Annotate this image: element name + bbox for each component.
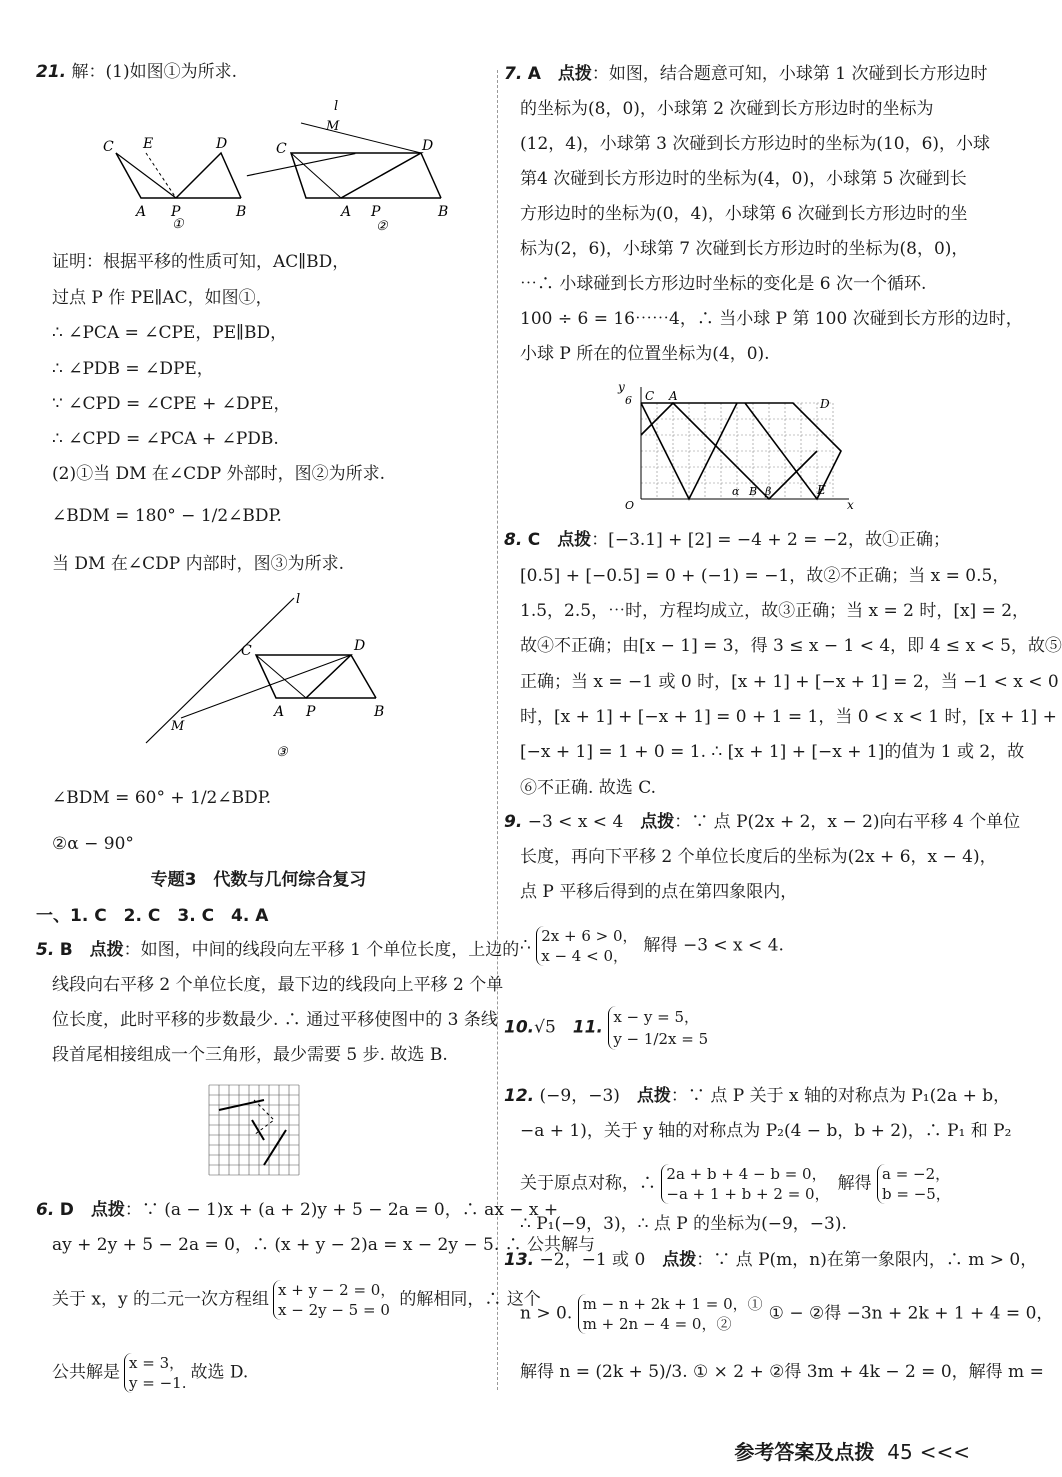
svg-text:A: A [136, 204, 147, 220]
q10-11-line: 10.√5 11. x − y = 5， y − 1/2x = 5 [504, 1008, 709, 1048]
part1-answers: 一、1. C 2. C 3. C 4. A [36, 906, 269, 926]
svg-text:B: B [374, 704, 385, 720]
q8-line: 正确；当 x = −1 或 0 时，[x + 1] + [−x + 1] = 2，当 −1 < x < 0 [520, 672, 1059, 692]
q5-line: 段首尾相接组成一个三角形，最少需要 5 步. 故选 B. [52, 1045, 448, 1065]
svg-text:③: ③ [276, 745, 288, 760]
proof-line: (2)①当 DM 在∠CDP 外部时，图②为所求. [52, 464, 386, 484]
q7-coordinate-figure [617, 380, 857, 513]
proof-line: ∴ ∠CPD = ∠PCA + ∠PDB. [52, 429, 279, 449]
q7-line: (12，4)，小球第 3 次碰到长方形边时的坐标为(10，6)，小球 [520, 134, 991, 154]
svg-text:①: ① [172, 217, 184, 232]
svg-text:y: y [618, 380, 625, 394]
q8-line: [0.5] + [−0.5] = 0 + (−1) = −1，故②不正确；当 x = 0.5， [520, 566, 1010, 586]
chevron-left-icon: <<< [919, 1440, 970, 1464]
q7-line: 100 ÷ 6 = 16⋯⋯4，∴ 当小球 P 第 100 次碰到长方形的边时， [520, 309, 1023, 329]
ans-line: ②α − 90° [52, 834, 134, 854]
q6-line: 公共解是 x = 3， y = −1.故选 D. [52, 1354, 249, 1392]
q6-line: ay + 2y + 5 − 2a = 0，∴ (x + y − 2)a = x − 2y − 5. ∴ 公共解与 [52, 1235, 596, 1255]
q5-line: 线段向右平移 2 个单位长度，最下边的线段向上平移 2 个单 [52, 975, 504, 995]
q5-line0: 5. B 点拨：如图，中间的线段向左平移 1 个单位长度，上边的 [36, 940, 520, 960]
topic-title: 专题3 代数与几何综合复习 [150, 870, 367, 890]
svg-text:M: M [326, 119, 340, 134]
proof-line: ∠BDM = 180° − 1/2∠BDP. [52, 506, 282, 526]
q8-line: 时，[x + 1] + [−x + 1] = 0 + 1 = 1，当 0 < x < 1 时，[x + 1] + [520, 707, 1057, 727]
q7-line0: 7. A 点拨：如图，结合题意可知，小球第 1 次碰到长方形边时 [504, 64, 988, 84]
q13-line0: 13. −2，−1 或 0 点拨：∵ 点 P(m，n)在第一象限内，∴ m > 0， [504, 1250, 1038, 1270]
svg-text:O: O [625, 499, 635, 512]
figure-3 [136, 588, 396, 763]
q8-line: 故④不正确；由[x − 1] = 3，得 3 ≤ x − 1 < 4，即 4 ≤ x < 5，故⑤ [520, 636, 1062, 656]
q5-line: 位长度，此时平移的步数最少. ∴ 通过平移使图中的 3 条线 [52, 1010, 498, 1030]
q9-line: 长度，再向下平移 2 个单位长度后的坐标为(2x + 6，x − 4)， [520, 847, 997, 867]
proof-line: 过点 P 作 PE∥AC，如图①， [52, 288, 273, 308]
q5-grid-figure [204, 1080, 304, 1180]
q7-line: 小球 P 所在的位置坐标为(4，0). [520, 344, 770, 364]
svg-text:β: β [765, 485, 772, 498]
svg-text:C: C [103, 139, 114, 155]
q9-line: 点 P 平移后得到的点在第四象限内， [520, 882, 798, 902]
column-divider [497, 70, 498, 1390]
q8-line0: 8. C 点拨：[−3.1] + [2] = −4 + 2 = −2，故①正确； [504, 530, 950, 550]
q21-head: 21. 解：(1)如图①为所求. [36, 62, 238, 82]
svg-text:②: ② [376, 219, 388, 234]
svg-text:B: B [749, 485, 758, 498]
svg-text:l: l [334, 99, 339, 114]
proof-line: ∴ ∠PCA = ∠CPE，PE∥BD， [52, 323, 288, 343]
q6-line0: 6. D 点拨：∵ (a − 1)x + (a + 2)y + 5 − 2a = 0，∴ ax − x + [36, 1200, 559, 1220]
svg-text:B: B [438, 204, 449, 220]
svg-text:l: l [296, 592, 301, 607]
svg-text:E: E [817, 483, 826, 497]
proof-line: 当 DM 在∠CDP 内部时，图③为所求. [52, 554, 344, 574]
svg-text:6: 6 [625, 394, 632, 407]
svg-text:E: E [143, 136, 154, 152]
q6-line: 关于 x，y 的二元一次方程组 x + y − 2 = 0， x − 2y − 5 = 0的解相同，∴ 这个 [52, 1281, 541, 1319]
svg-text:D: D [216, 136, 228, 152]
q13-line: n > 0. m − n + 2k + 1 = 0，① m + 2n − 4 = 0，②① − ②得 −3n + 2k + 1 + 4 = 0， [520, 1295, 1054, 1333]
q7-line: ⋯∴ 小球碰到长方形边时坐标的变化是 6 次一个循环. [520, 274, 927, 294]
svg-text:D: D [422, 138, 434, 154]
q9-line0: 9. −3 < x < 4 点拨：∵ 点 P(2x + 2，x − 2)向右平移 4 个单位 [504, 812, 1021, 832]
q7-line: 第4 次碰到长方形边时的坐标为(4，0)，小球第 5 次碰到长 [520, 169, 967, 189]
svg-text:D: D [820, 397, 830, 411]
svg-text:B: B [236, 204, 247, 220]
ans-line: ∠BDM = 60° + 1/2∠BDP. [52, 788, 272, 808]
q7-line: 方形边时的坐标为(0，4)，小球第 6 次碰到长方形边时的坐 [520, 204, 968, 224]
proof-line: 证明：根据平移的性质可知，AC∥BD， [52, 252, 350, 272]
svg-text:C: C [241, 643, 252, 659]
svg-text:P: P [171, 204, 181, 220]
q9-line: ∴ 2x + 6 > 0， x − 4 < 0，解得 −3 < x < 4. [520, 927, 784, 965]
page-footer [734, 1436, 970, 1465]
svg-text:D: D [354, 638, 366, 654]
q8-line: [−x + 1] = 1 + 0 = 1. ∴ [x + 1] + [−x + 1]的值为 1 或 2，故 [520, 742, 1025, 762]
q7-line: 的坐标为(8，0)，小球第 2 次碰到长方形边时的坐标为 [520, 99, 934, 119]
proof-line: ∴ ∠PDB = ∠DPE， [52, 359, 214, 379]
q12-line: ∴ P₁(−9，3)，∴ 点 P 的坐标为(−9，−3). [520, 1214, 847, 1234]
svg-text:A: A [274, 704, 285, 720]
q12-line0: 12. (−9，−3) 点拨：∵ 点 P 关于 x 轴的对称点为 P₁(2a + b， [504, 1086, 1011, 1106]
svg-text:α: α [732, 485, 740, 498]
svg-text:C: C [645, 389, 655, 403]
svg-text:A: A [669, 389, 678, 403]
page-number: 45 [887, 1440, 913, 1464]
svg-text:P: P [371, 204, 381, 220]
q8-line: 1.5，2.5，⋯时，方程均成立，故③正确；当 x = 2 时，[x] = 2， [520, 601, 1030, 621]
q12-line: 关于原点对称，∴ 2a + b + 4 − b = 0， −a + 1 + b + 2 = 0，解得 a = −2， b = −5， [520, 1165, 951, 1203]
svg-text:x: x [847, 498, 854, 512]
q8-line: ⑥不正确. 故选 C. [520, 778, 657, 798]
svg-text:C: C [276, 141, 287, 157]
figure-1 [91, 128, 291, 232]
q7-line: 标为(2，6)，小球第 7 次碰到长方形边时的坐标为(8，0)， [520, 239, 969, 259]
q12-line: −a + 1)，关于 y 轴的对称点为 P₂(4 − b，b + 2)，∴ P₁ 和 P₂ [520, 1121, 1012, 1141]
svg-text:P: P [306, 704, 316, 720]
figure-2 [266, 98, 466, 233]
q13-line: 解得 n = (2k + 5)/3. ① × 2 + ②得 3m + 4k − 2 = 0，解得 m = [520, 1362, 1044, 1382]
proof-line: ∵ ∠CPD = ∠CPE + ∠DPE， [52, 394, 291, 414]
svg-text:M: M [171, 719, 185, 734]
footer-label: 参考答案及点拨 [734, 1440, 875, 1464]
svg-text:A: A [341, 204, 352, 220]
